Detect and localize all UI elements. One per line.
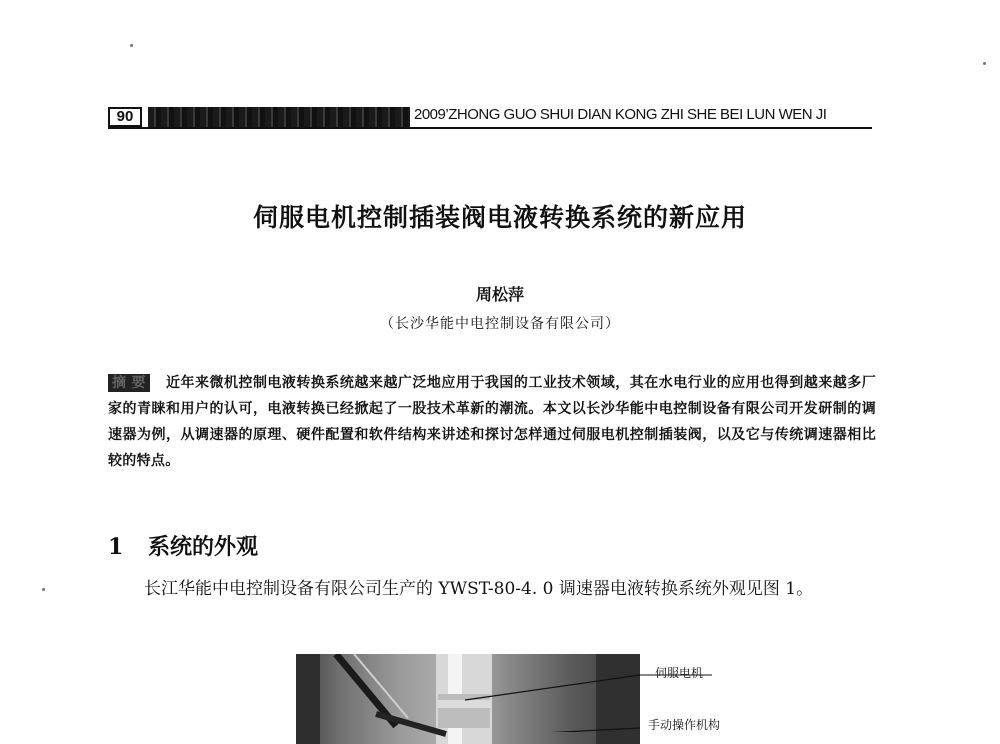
- header-decor-bar: [148, 107, 410, 127]
- figure-label-servo-motor: 伺服电机: [655, 666, 704, 680]
- scan-speck: [130, 44, 133, 47]
- running-title: 2009’ZHONG GUO SHUI DIAN KONG ZHI SHE BEI LUN WEN JI: [414, 106, 827, 123]
- figure-photo: [296, 654, 640, 744]
- figure-photo-drawing: [296, 654, 640, 744]
- section-number: 1: [108, 534, 124, 560]
- page-number: 90: [108, 107, 142, 127]
- header-rule: [108, 127, 872, 129]
- author-name: 周松萍: [475, 287, 524, 304]
- abstract-label: 摘 要: [108, 374, 150, 392]
- scan-speck: [42, 588, 45, 591]
- abstract: [108, 370, 876, 474]
- figure-label-manual-mechanism: 手动操作机构: [648, 718, 721, 732]
- scan-speck: [983, 62, 986, 65]
- author-affiliation: （长沙华能中电控制设备有限公司）: [380, 316, 620, 332]
- body-paragraph: 长江华能中电控制设备有限公司生产的 YWST-80-4. 0 调速器电液转换系统外观见图 1。: [144, 579, 814, 599]
- abstract-text: 近年来微机控制电液转换系统越来越广泛地应用于我国的工业技术领域，其在水电行业的应用也得到越来越多厂家的青睐和用户的认可，电液转换已经掀起了一股技术革新的潮流。本文以长沙华能中电控制设备有限公司开发研制的调速器为例，从调速器的原理、硬件配置和软件结构来讲述和探讨怎样通过伺服电机控制插装阀，以及它与传统调速器相比较的特点。: [108, 375, 876, 469]
- section-title: 系统的外观: [148, 534, 259, 560]
- paper-title: 伺服电机控制插装阀电液转换系统的新应用: [252, 203, 747, 232]
- section-heading: [108, 530, 258, 561]
